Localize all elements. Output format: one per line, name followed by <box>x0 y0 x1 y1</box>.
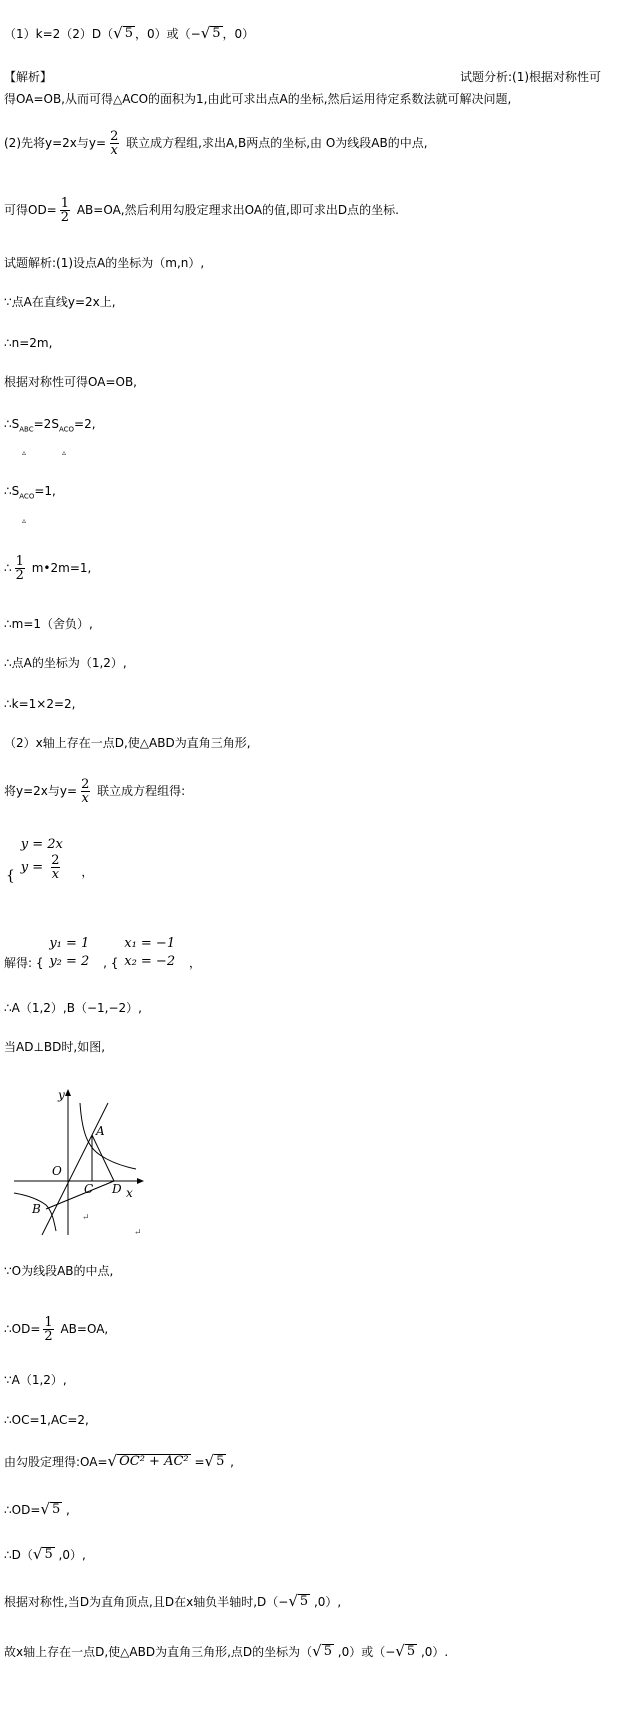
solution-line-19: ∴OC=1,AC=2, <box>4 1413 89 1427</box>
sqrt-expression: √ OC² + AC² <box>107 1452 189 1470</box>
hyperbola-branch-right <box>80 1103 136 1169</box>
solution-line-12: 将y=2x与y= $\frac{2}{x}$ 联立成方程组得: <box>4 777 186 806</box>
solution-line-20: 由勾股定理得:OA= √ OC² + AC² = √ 5 , <box>4 1452 234 1470</box>
fraction: $\frac{1}{2}$ <box>44 1315 53 1344</box>
solution-line-11: （2）x轴上存在一点D,使△ABD为直角三角形, <box>4 736 251 750</box>
solution-line-5: $\therefore S_{ABC}=2S_{ACO}=2$, <box>4 417 96 434</box>
triangle-mark: ▵ <box>22 516 27 525</box>
label-x: x <box>126 1186 133 1200</box>
sqrt-5: √ 5 <box>312 1642 332 1660</box>
label-B: B <box>32 1202 41 1216</box>
answer-suffix: ，0） <box>222 27 255 41</box>
solution-line-13: 解得: { y₁ = 1 y₂ = 2 , { x₁ = −1 x₂ = −2 ， <box>4 936 201 970</box>
solution-line-10: ∴k=1×2=2, <box>4 697 76 711</box>
fraction: $\frac{1}{2}$ <box>60 196 70 225</box>
label-D: D <box>112 1182 122 1196</box>
triangle-mark: ▵ <box>22 448 27 457</box>
analysis-intro-right: 试题分析:(1)根据对称性可 <box>460 70 602 84</box>
analysis-part3: 可得OD= $\frac{1}{2}$ AB=OA,然后利用勾股定理求出OA的值,即可求出D点的坐标. <box>4 196 399 225</box>
label-O: O <box>52 1164 62 1178</box>
equation-system: { y = 2x y = $\frac{2}{x}$ ， <box>6 837 94 884</box>
solution-line-16: ∵O为线段AB的中点, <box>4 1264 114 1278</box>
y-axis-arrow <box>65 1089 71 1096</box>
label-y: y <box>58 1088 65 1102</box>
solution-line-4: 根据对称性可得OA=OB, <box>4 375 137 389</box>
answer-mid: ，0）或（− <box>135 27 201 41</box>
sqrt-5: √ 5 <box>395 1642 416 1660</box>
sqrt-5: √ 5 <box>40 1500 61 1518</box>
solution-line-18: ∵A（1,2）, <box>4 1373 67 1387</box>
x-axis-arrow <box>137 1178 144 1184</box>
sqrt-5: √ 5 <box>113 24 133 42</box>
solution-line-23: 根据对称性,当D为直角顶点,且D在x轴负半轴时,D（− √ 5 ,0）, <box>4 1592 342 1610</box>
label-C: C <box>84 1182 94 1196</box>
sqrt-5: √ 5 <box>32 1545 53 1563</box>
analysis-part2: (2)先将y=2x与y= $\frac{2}{x}$ 联立成方程组,求出A,B两点的坐标,由 O为线段AB的中点, <box>4 129 428 158</box>
solution-line-9: ∴点A的坐标为（1,2）, <box>4 656 127 670</box>
return-mark: ↵ <box>82 1213 90 1223</box>
solution-line-1: 试题解析:(1)设点A的坐标为（m,n）, <box>4 256 205 270</box>
analysis-header: 【解析】 <box>4 70 53 84</box>
solution-line-2: ∵点A在直线y=2x上, <box>4 295 116 309</box>
analysis-intro-line2: 得OA=OB,从而可得△ACO的面积为1,由此可求出点A的坐标,然后运用待定系数法就可解决问题, <box>4 92 512 106</box>
solution-line-6: $\therefore S_{ACO}=1$, <box>4 484 56 501</box>
solution-line-17: ∴OD= $\frac{1}{2}$ AB=OA, <box>4 1315 109 1344</box>
fraction: $\frac{2}{x}$ <box>110 129 119 158</box>
sqrt-5: √ 5 <box>200 24 221 42</box>
solution-line-14: ∴A（1,2）,B（−1,−2）, <box>4 1001 142 1015</box>
solution-line-21: ∴OD= √ 5 , <box>4 1500 70 1518</box>
sqrt-5: √ 5 <box>204 1452 225 1470</box>
segment-AD <box>92 1135 114 1181</box>
coordinate-figure <box>8 1085 158 1245</box>
solution-line-3: ∴n=2m, <box>4 336 53 350</box>
sqrt-5: √ 5 <box>288 1592 309 1610</box>
fraction: $\frac{2}{x}$ <box>81 777 90 806</box>
solution-line-15: 当AD⊥BD时,如图, <box>4 1040 106 1054</box>
solution-line-22: ∴D（ √ 5 ,0）, <box>4 1545 86 1563</box>
segment-BD <box>46 1181 114 1209</box>
fraction: $\frac{1}{2}$ <box>15 554 24 583</box>
return-mark: ↵ <box>134 1228 142 1238</box>
solution-line-7: ∴ $\frac{1}{2}$ m•2m=1, <box>4 554 92 583</box>
answer-prefix: （1）k=2（2）D（ <box>4 27 114 41</box>
triangle-mark: ▵ <box>62 448 67 457</box>
label-A: A <box>96 1124 105 1138</box>
solution-line-8: ∴m=1（舍负）, <box>4 617 93 631</box>
solution-line-24: 故x轴上存在一点D,使△ABD为直角三角形,点D的坐标为（ √ 5 ,0）或（− √ 5 ,0）. <box>4 1642 449 1660</box>
answer-line <box>4 26 254 41</box>
